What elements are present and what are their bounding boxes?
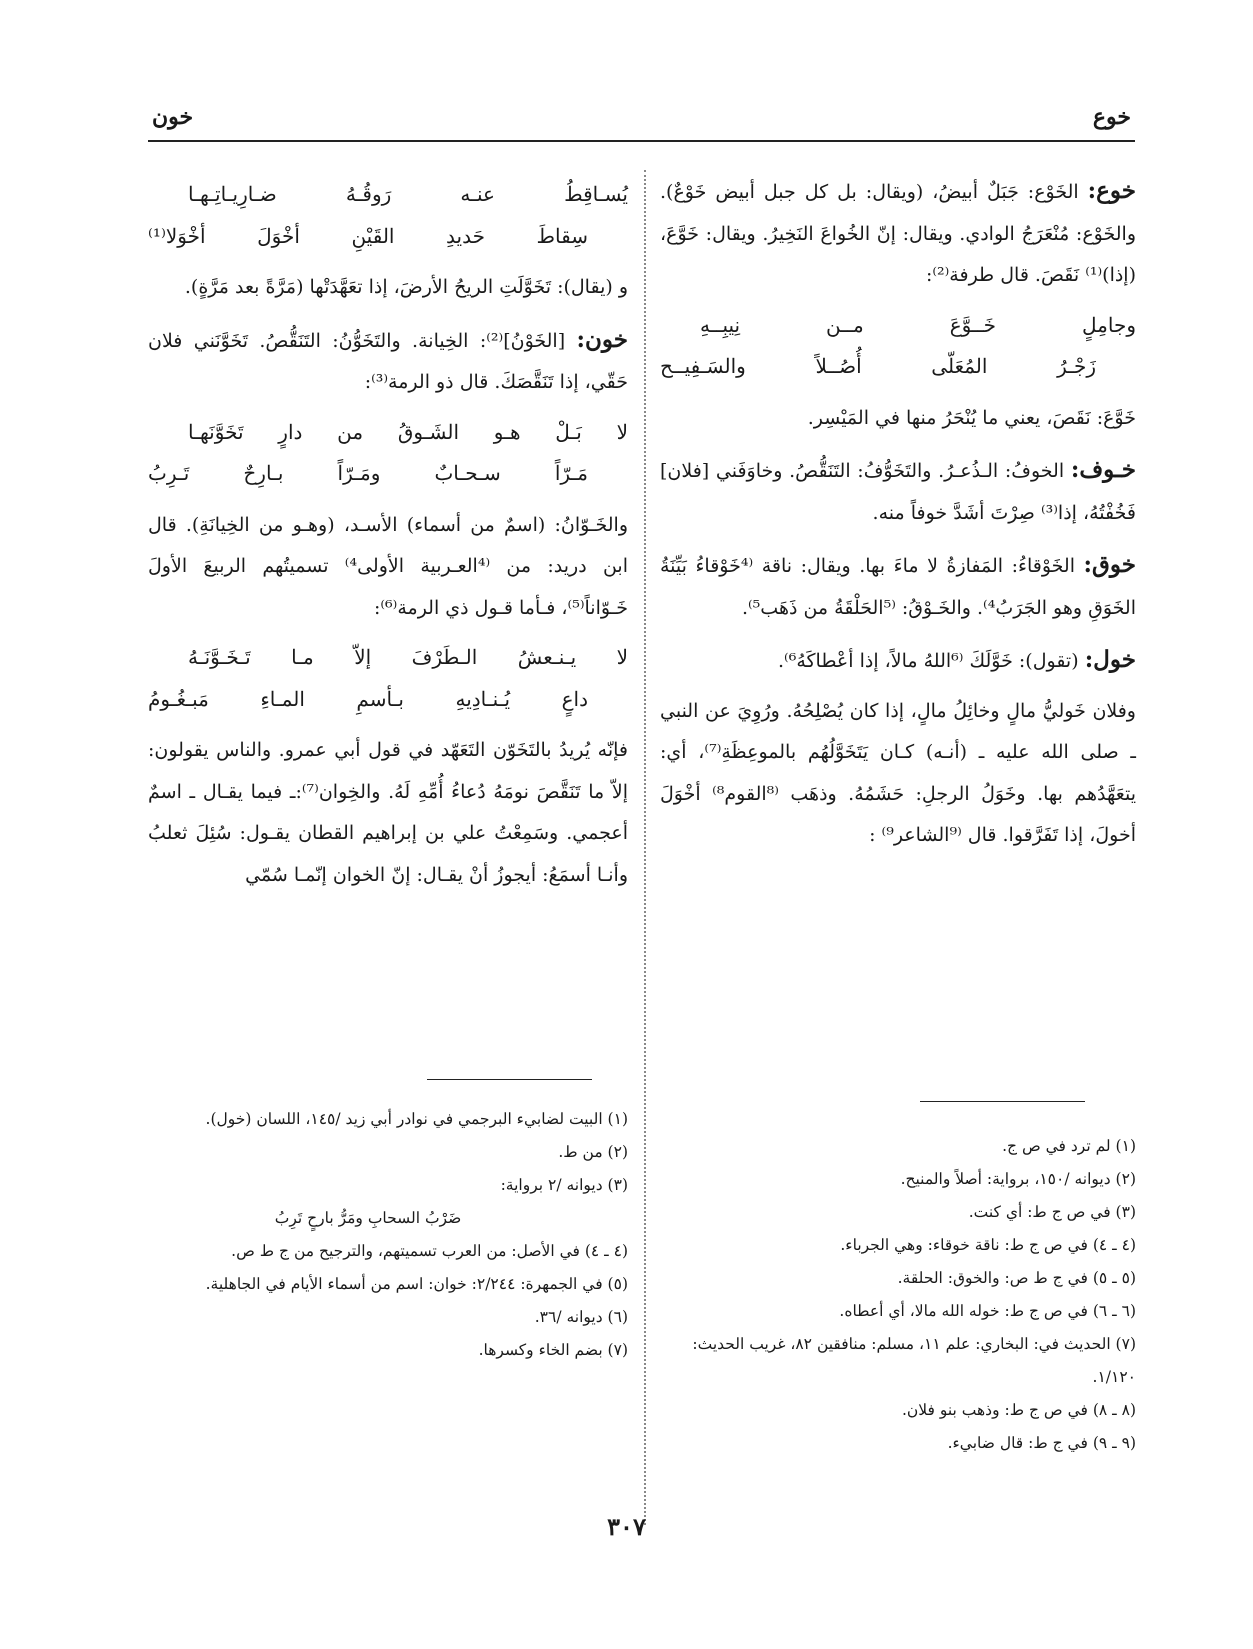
footnote: (٥ ـ ٥) في ج ط ص: والخوق: الحلقة. (897, 1269, 1136, 1287)
footnote: (٢) ديوانه /١٥٠، برواية: أصلاً والمنيح. (900, 1170, 1136, 1188)
entry-text: [الخَوْنُ]⁽²⁾: الخِيانة. والتَخَوُّنُ: التَنَقُّصُ. تَخَوَّنَني فلان حَقّي، إذا تَنَقَّصَكَ. قال ذو الرمة⁽³⁾: (148, 329, 628, 393)
footnotes-right (660, 1130, 1136, 1460)
footnote: (٨ ـ ٨) في ص ج ط: وذهب بنو فلان. (901, 1401, 1136, 1419)
footnote: (١) البيت لضابيء البرجمي في نوادر أبي زيد /١٤٥، اللسان (خول). (205, 1110, 628, 1128)
header-keyword-right: خوع (1092, 104, 1131, 130)
footnote-rule-left (427, 1079, 592, 1080)
footnote: (٧) بضم الخاء وكسرها. (478, 1341, 628, 1359)
footnote-rule-right (920, 1101, 1085, 1102)
headword-khwq: خوق: (1083, 551, 1136, 578)
page-number: ٣٠٧ (607, 1512, 646, 1541)
verse-line: سِقاطَ حَديدِ القَيْنِ أخْوَلَ أخْوَلا⁽¹⁾ (148, 223, 588, 248)
footnote: (٧) الحديث في: البخاري: علم ١١، مسلم: منافقين ٨٢، غريب الحديث: ١/١٢٠. (692, 1335, 1136, 1386)
verse (660, 305, 1136, 388)
entry-khwl (660, 639, 1136, 857)
entry-text: الخَوْع: جَبَلٌ أبيضُ، (ويقال: بل كل جبل أبيض خَوْعٌ). والخَوْع: مُنْعَرَجُ الوادي. ويقال: إنّ الخُواعَ النَخِيرُ. ويقال: خَوَّعَ، (إذا)⁽¹⁾ نَقَصَ. قال طرفة⁽²⁾: (660, 181, 1136, 286)
footnote: (٣) في ص ج ط: أي كنت. (968, 1203, 1136, 1221)
left-column (148, 170, 628, 906)
footnote-verse: ضَرْبُ السحابِ ومَرُّ بارحٍ تَرِبُ (274, 1209, 462, 1227)
footnote: (٦) ديوانه /٣٦. (534, 1308, 628, 1326)
entry-khwl-continued (148, 174, 628, 309)
entry-khwe (660, 170, 1136, 439)
footnote: (٤ ـ ٤) في الأصل: من العرب تسميتهم، والترجيح من ج ط ص. (231, 1242, 628, 1260)
verse (148, 174, 628, 257)
footnote: (٥) في الجمهرة: ٢/٢٤٤: خوان: اسم من أسماء الأيام في الجاهلية. (205, 1275, 628, 1293)
verse (148, 637, 628, 720)
footnote: (٣) ديوانه /٢ برواية: (500, 1176, 628, 1194)
footnote: (٩ ـ ٩) في ج ط: قال ضابيء. (947, 1434, 1136, 1452)
header-keyword-left: خون (152, 104, 194, 130)
verse-line: زَجْـرُ المُعَلّى أُصُــلاً والسَـفِيــح (660, 354, 1096, 378)
entry-text: وفلان خَوليُّ مالٍ وخائِلُ مالٍ، إذا كان يُصْلِحُهُ. ورُوِيَ عن النبي ـ صلى الله عليه ـ (أنـه) كـان يَتَخَوَّلُهُم بالموعِظَةِ⁽⁷⁾، أي: يتعَهَّدُهم بها. وخَوَلُ الرجلِ: حَشَمُهُ. وذهَب ⁽⁸القوم⁸⁾ أخْوَلَ أخولَ، إذا تَفَرَّقوا. قال ⁽⁹الشاعر⁹⁾ : (660, 699, 1136, 846)
footnote: (٦ ـ ٦) في ص ج ط: خوله الله مالا، أي أعطاه. (839, 1302, 1136, 1320)
entry-text: و (يقال): تَخَوَّلَتِ الريحُ الأرضَ، إذا تعَهَّدَتْها (مَرَّةً بعد مَرَّةٍ). (184, 276, 628, 298)
verse-line: لا بَـلْ هـو الشَـوقُ من دارٍ تَخَوَّنَهـا (188, 419, 628, 444)
entry-khwn (148, 319, 628, 897)
entry-text: (تقول): خَوَّلَكَ ⁽⁶اللهُ مالاً، إذا أعْطاكَهُ⁶⁾. (777, 650, 1079, 672)
page-header (152, 104, 1131, 144)
footnote: (٤ ـ ٤) في ص ج ط: ناقة خوقاء: وهي الجرباء. (840, 1236, 1136, 1254)
verse-line: يُسـاقِطُ عنـه رَوقُـهُ ضـارِيـاتِـهـا (188, 182, 628, 206)
headword-khwf: خـوف: (1070, 456, 1136, 483)
entry-khwf (660, 449, 1136, 534)
headword-khwe: خوع: (1087, 177, 1136, 204)
entry-text: والخَـوّانُ: (اسمٌ من أسماء) الأسـد، (وهـو من الخِيانَةِ). قال ابن دريد: من ⁽⁴العـربية الأولى⁴⁾ تسميتُهم الربيعَ الأولَ خَـوّاناً⁽⁵⁾، فـأما قـول ذي الرمة⁽⁶⁾: (148, 513, 628, 619)
verse-line: داعٍ يُـنـادِيهِ بـأسمِ المـاءِ مَبـغُـومُ (148, 686, 588, 711)
entry-text: خَوَّعَ: نَقَصَ، يعني ما يُنْحَرُ منها في المَيْسِر. (807, 406, 1136, 429)
entry-text: الخوفُ: الـذُعـرُ. والتَخَوُّفُ: التَنَقُّصُ. وخاوَفَني [فلان] فَخُفْتُهُ، إذا⁽³⁾ صِرْتَ أشَدَّ خوفاً منه. (660, 460, 1136, 524)
header-rule (148, 140, 1135, 142)
verse-line: مَـرّاً سـحـابٌ ومَـرّاً بـارِحٌ تَـرِبُ (148, 461, 588, 485)
headword-khwl: خول: (1084, 646, 1136, 673)
headword-khwn: خون: (576, 325, 629, 353)
entry-text: فإنّه يُريدُ بالتَخَوّن التَعَهّد في قول أبي عمرو. والناس يقولون: إلاّ ما تَنَقَّصَ نومَهُ دُعاءُ أُمِّهِ لَهُ. والخِوان⁽⁷⁾:ـ فيما يقـال ـ اسمٌ أعجمي. وسَمِعْتُ علي بن إبراهيم القطان يقـول: سُئِلَ ثعلبُ وأنـا أسمَعُ: أيجوزُ أنْ يقـال: إنّ الخوان إنّمـا سُمّي (148, 739, 629, 886)
footnote: (١) لم ترد في ص ج. (1002, 1137, 1136, 1155)
entry-khwq (660, 544, 1136, 629)
verse-line: وجامِلٍ خَــوَّعَ مــن نِيبِــهِ (700, 312, 1136, 337)
verse-line: لا يـنـعشُ الـطَرْفَ إلاّ مـا تَـخَـوَّنَـهُ (188, 645, 628, 669)
footnote: (٢) من ط. (558, 1143, 628, 1161)
footnotes-left (148, 1103, 628, 1367)
column-divider (644, 170, 646, 1525)
right-column (660, 170, 1136, 867)
entry-text: الخَوْقاءُ: المَفازةُ لا ماءَ بها. ويقال: ناقة ⁽⁴خَوْقاءُ بَيِّنَةُ الخَوَقِ وهو الجَرَبُ⁴⁾. والخَـوْقُ: ⁽⁵الحَلْقَةُ من ذَهَب⁵⁾. (660, 555, 1136, 619)
verse (148, 412, 628, 495)
